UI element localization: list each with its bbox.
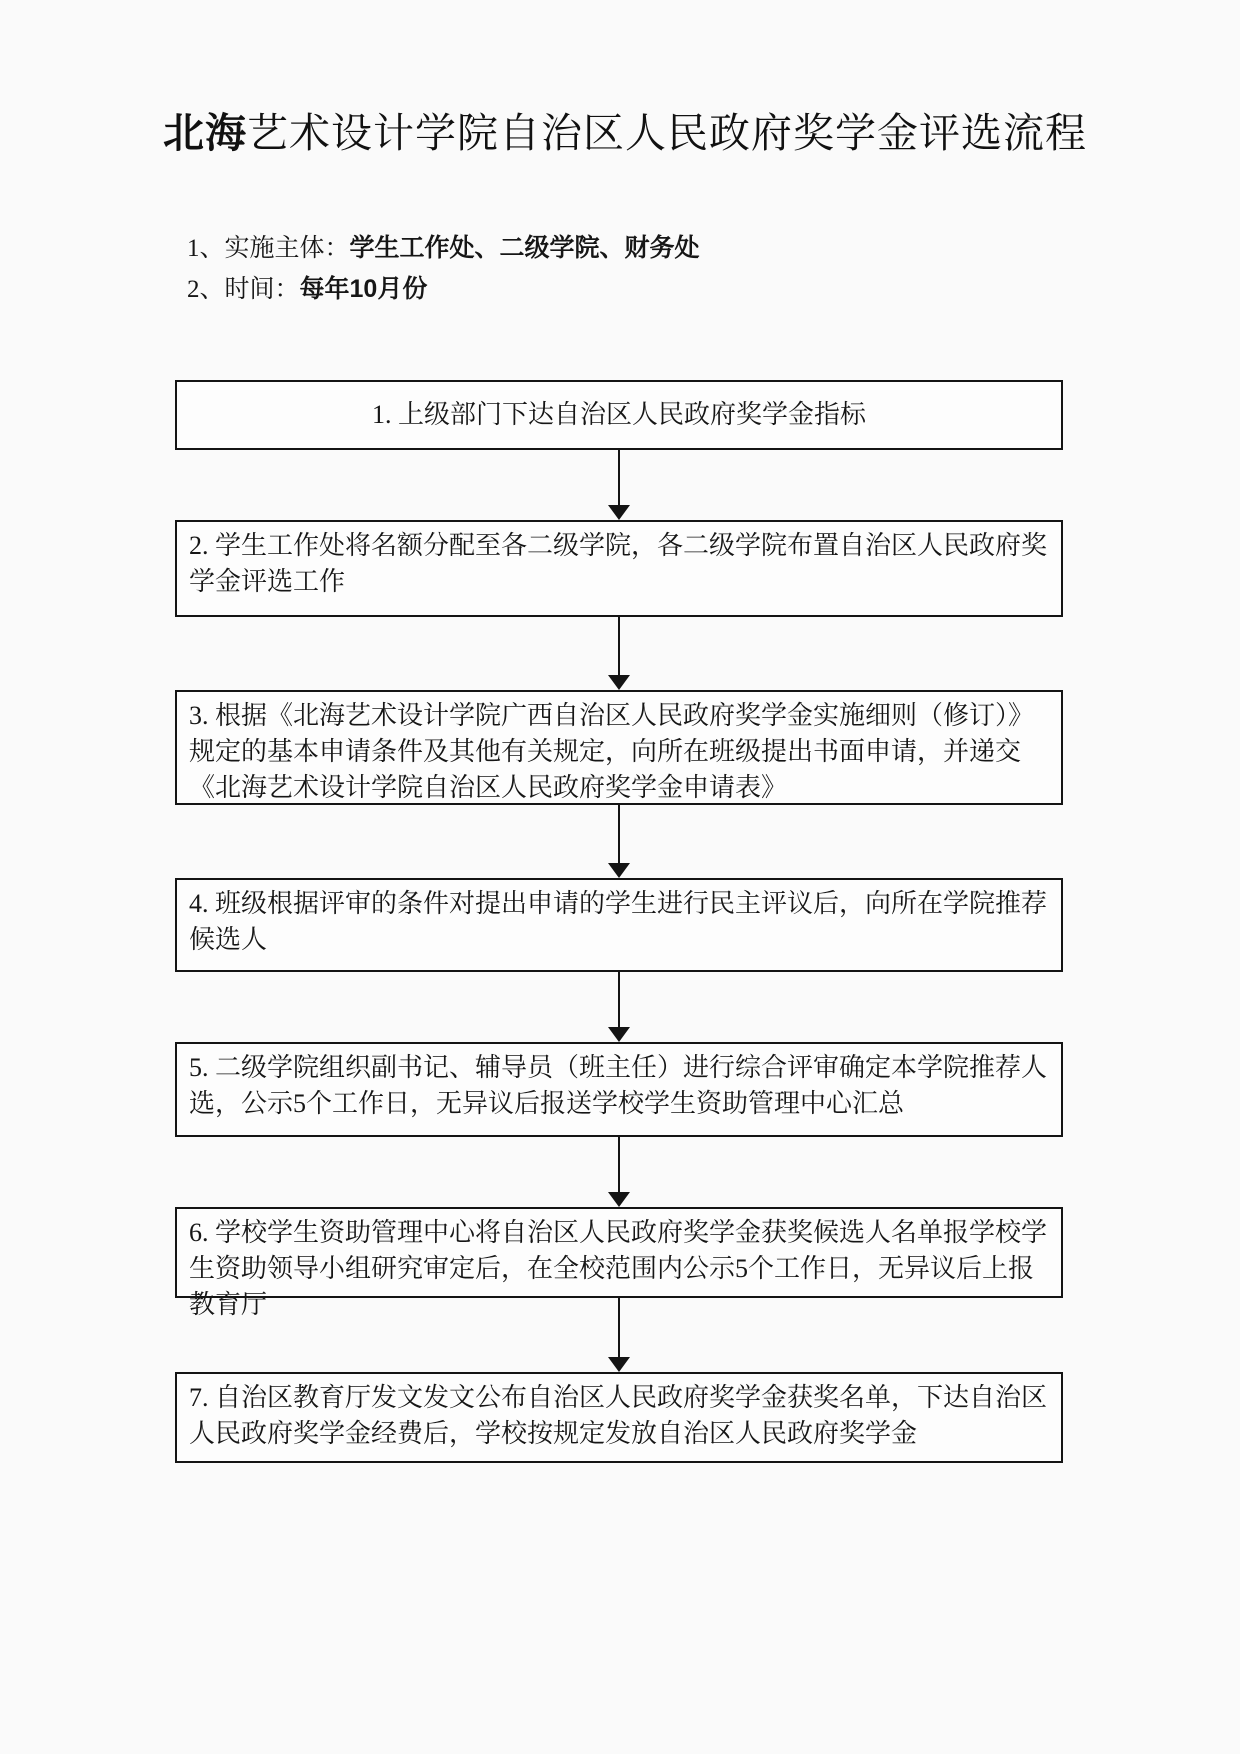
page-title xyxy=(163,100,1087,159)
intro-item-label: 实施主体： xyxy=(224,234,350,262)
arrow-down-icon xyxy=(608,617,630,690)
arrow-down-icon xyxy=(608,1298,630,1372)
flow-step-7 xyxy=(175,1372,1063,1463)
intro-item-value: 学生工作处、二级学院、财务处 xyxy=(349,234,700,262)
intro-item-subject xyxy=(187,228,700,269)
intro-item-number: 1、 xyxy=(187,235,225,262)
arrow-down-icon xyxy=(608,972,630,1042)
flow-step-7-text: 7. 自治区教育厅发文发文公布自治区人民政府奖学金获奖名单，下达自治区人民政府奖学金经费后，学校按规定发放自治区人民政府奖学金 xyxy=(189,1383,1048,1448)
flow-step-6-text: 6. 学校学生资助管理中心将自治区人民政府奖学金获奖候选人名单报学校学生资助领导小组研究审定后，在全校范围内公示5个工作日，无异议后上报教育厅 xyxy=(189,1218,1048,1319)
flow-step-2 xyxy=(175,520,1063,617)
flow-step-1 xyxy=(175,380,1063,450)
intro-item-value: 每年10月份 xyxy=(299,275,428,303)
page-title-bold-part: 北海 xyxy=(163,110,247,156)
arrow-down-icon xyxy=(608,450,630,520)
flow-step-3 xyxy=(175,690,1063,805)
intro-item-label: 时间： xyxy=(224,275,300,303)
flow-step-4 xyxy=(175,878,1063,972)
arrow-down-icon xyxy=(608,1137,630,1207)
flow-step-6 xyxy=(175,1207,1063,1319)
flow-step-3-text: 3. 根据《北海艺术设计学院广西自治区人民政府奖学金实施细则（修订）》规定的基本申请条件及其他有关规定，向所在班级提出书面申请，并递交《北海艺术设计学院自治区人民政府奖学金申请表》 xyxy=(189,701,1035,802)
flow-step-5 xyxy=(175,1042,1063,1137)
flow-step-4-text: 4. 班级根据评审的条件对提出申请的学生进行民主评议后，向所在学院推荐候选人 xyxy=(189,889,1048,954)
flow-step-2-text: 2. 学生工作处将名额分配至各二级学院，各二级学院布置自治区人民政府奖学金评选工作 xyxy=(189,531,1048,596)
arrow-down-icon xyxy=(608,805,630,878)
page-title-rest: 艺术设计学院自治区人民政府奖学金评选流程 xyxy=(247,110,1087,156)
intro-item-time xyxy=(187,269,700,310)
intro-list xyxy=(187,228,700,310)
flow-step-5-text: 5. 二级学院组织副书记、辅导员（班主任）进行综合评审确定本学院推荐人选，公示5个工作日，无异议后报送学校学生资助管理中心汇总 xyxy=(189,1053,1048,1118)
intro-item-number: 2、 xyxy=(187,276,225,303)
flow-step-1-text: 1. 上级部门下达自治区人民政府奖学金指标 xyxy=(371,400,866,429)
